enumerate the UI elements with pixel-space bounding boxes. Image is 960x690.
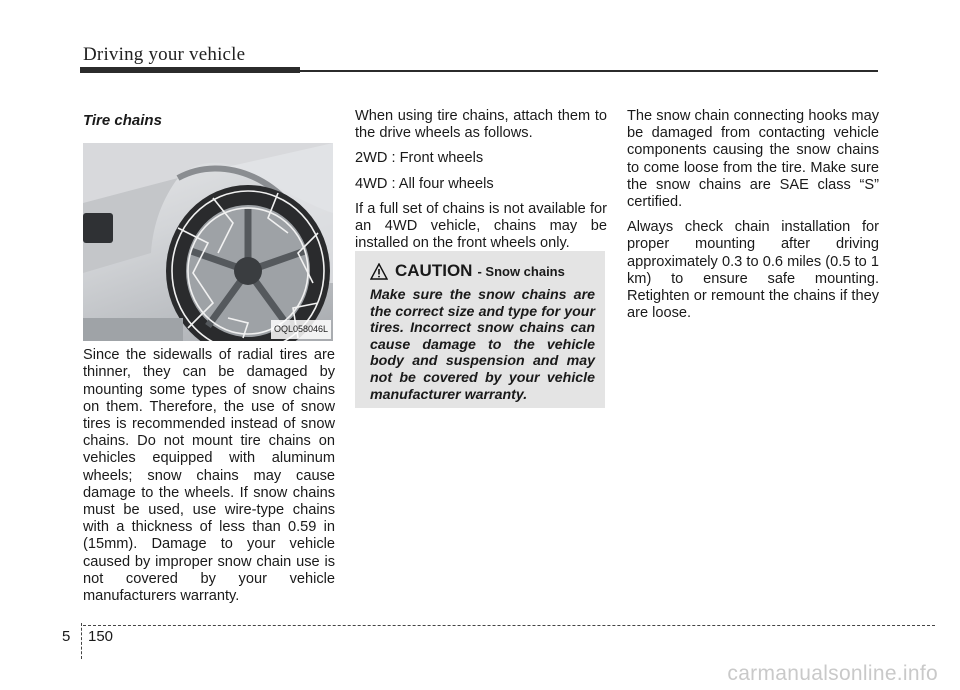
header-rule-thin xyxy=(300,70,878,72)
warning-triangle-icon xyxy=(370,263,388,280)
footer-divider xyxy=(81,623,82,659)
body-paragraph-intro: When using tire chains, attach them to the drive wheels as follows. xyxy=(355,108,607,142)
caution-header xyxy=(370,261,595,281)
body-paragraph-tire-chains: Since the sidewalls of radial tires are thinner, they can be damaged by mounting some types of snow chains on them. Therefore, the use of snow tires is recommended instead of snow chains. Do not mount tire chains on vehicles equipped with aluminum wheels; snow chains may cause damage to the wheels. If snow chains must be used, use wire-type chains with a thickness of less than 0.59 in (15mm). Damage to your vehicle caused by improper snow chain use is not covered by your vehicle manufacturers warranty. xyxy=(83,347,335,605)
section-title: Tire chains xyxy=(83,112,162,129)
page-number: 150 xyxy=(88,628,114,645)
line-2wd: 2WD : Front wheels xyxy=(355,150,484,167)
body-paragraph-full-set: If a full set of chains is not available for an 4WD vehicle, chains may be installed on the front wheels only. xyxy=(355,200,607,252)
body-paragraph-hooks: The snow chain connecting hooks may be damaged from contacting vehicle components causing the snow chains to come loose from the tire. Make sure the snow chains are SAE class “S” certified. xyxy=(627,108,879,211)
page-header-title: Driving your vehicle xyxy=(83,44,246,65)
column-left xyxy=(83,108,335,613)
header-rule-thick xyxy=(80,67,300,73)
caution-text: Make sure the snow chains are the correct size and type for your tires. Incorrect snow chains can cause damage to the vehicle body and suspension and may not be covered by your vehicle manufacturer warranty. xyxy=(370,287,595,403)
footer-rule xyxy=(83,625,935,626)
caution-subtitle: - Snow chains xyxy=(477,263,565,279)
line-4wd: 4WD : All four wheels xyxy=(355,175,494,192)
column-middle xyxy=(355,108,607,260)
watermark: carmanualsonline.info xyxy=(727,662,938,685)
caution-box xyxy=(355,251,605,408)
column-right xyxy=(627,108,879,330)
tire-chain-illustration xyxy=(83,143,333,341)
chapter-number: 5 xyxy=(62,628,71,645)
body-paragraph-check-installation: Always check chain installation for proper mounting after driving approximately 0.3 to 0.6 miles (0.5 to 1 km) to ensure safe mounting. Retighten or remount the chains if they are loose. xyxy=(627,219,879,322)
figure-code: OQL058046L xyxy=(271,320,331,339)
caution-label: CAUTION xyxy=(395,261,473,280)
tire-chain-figure xyxy=(83,143,333,341)
